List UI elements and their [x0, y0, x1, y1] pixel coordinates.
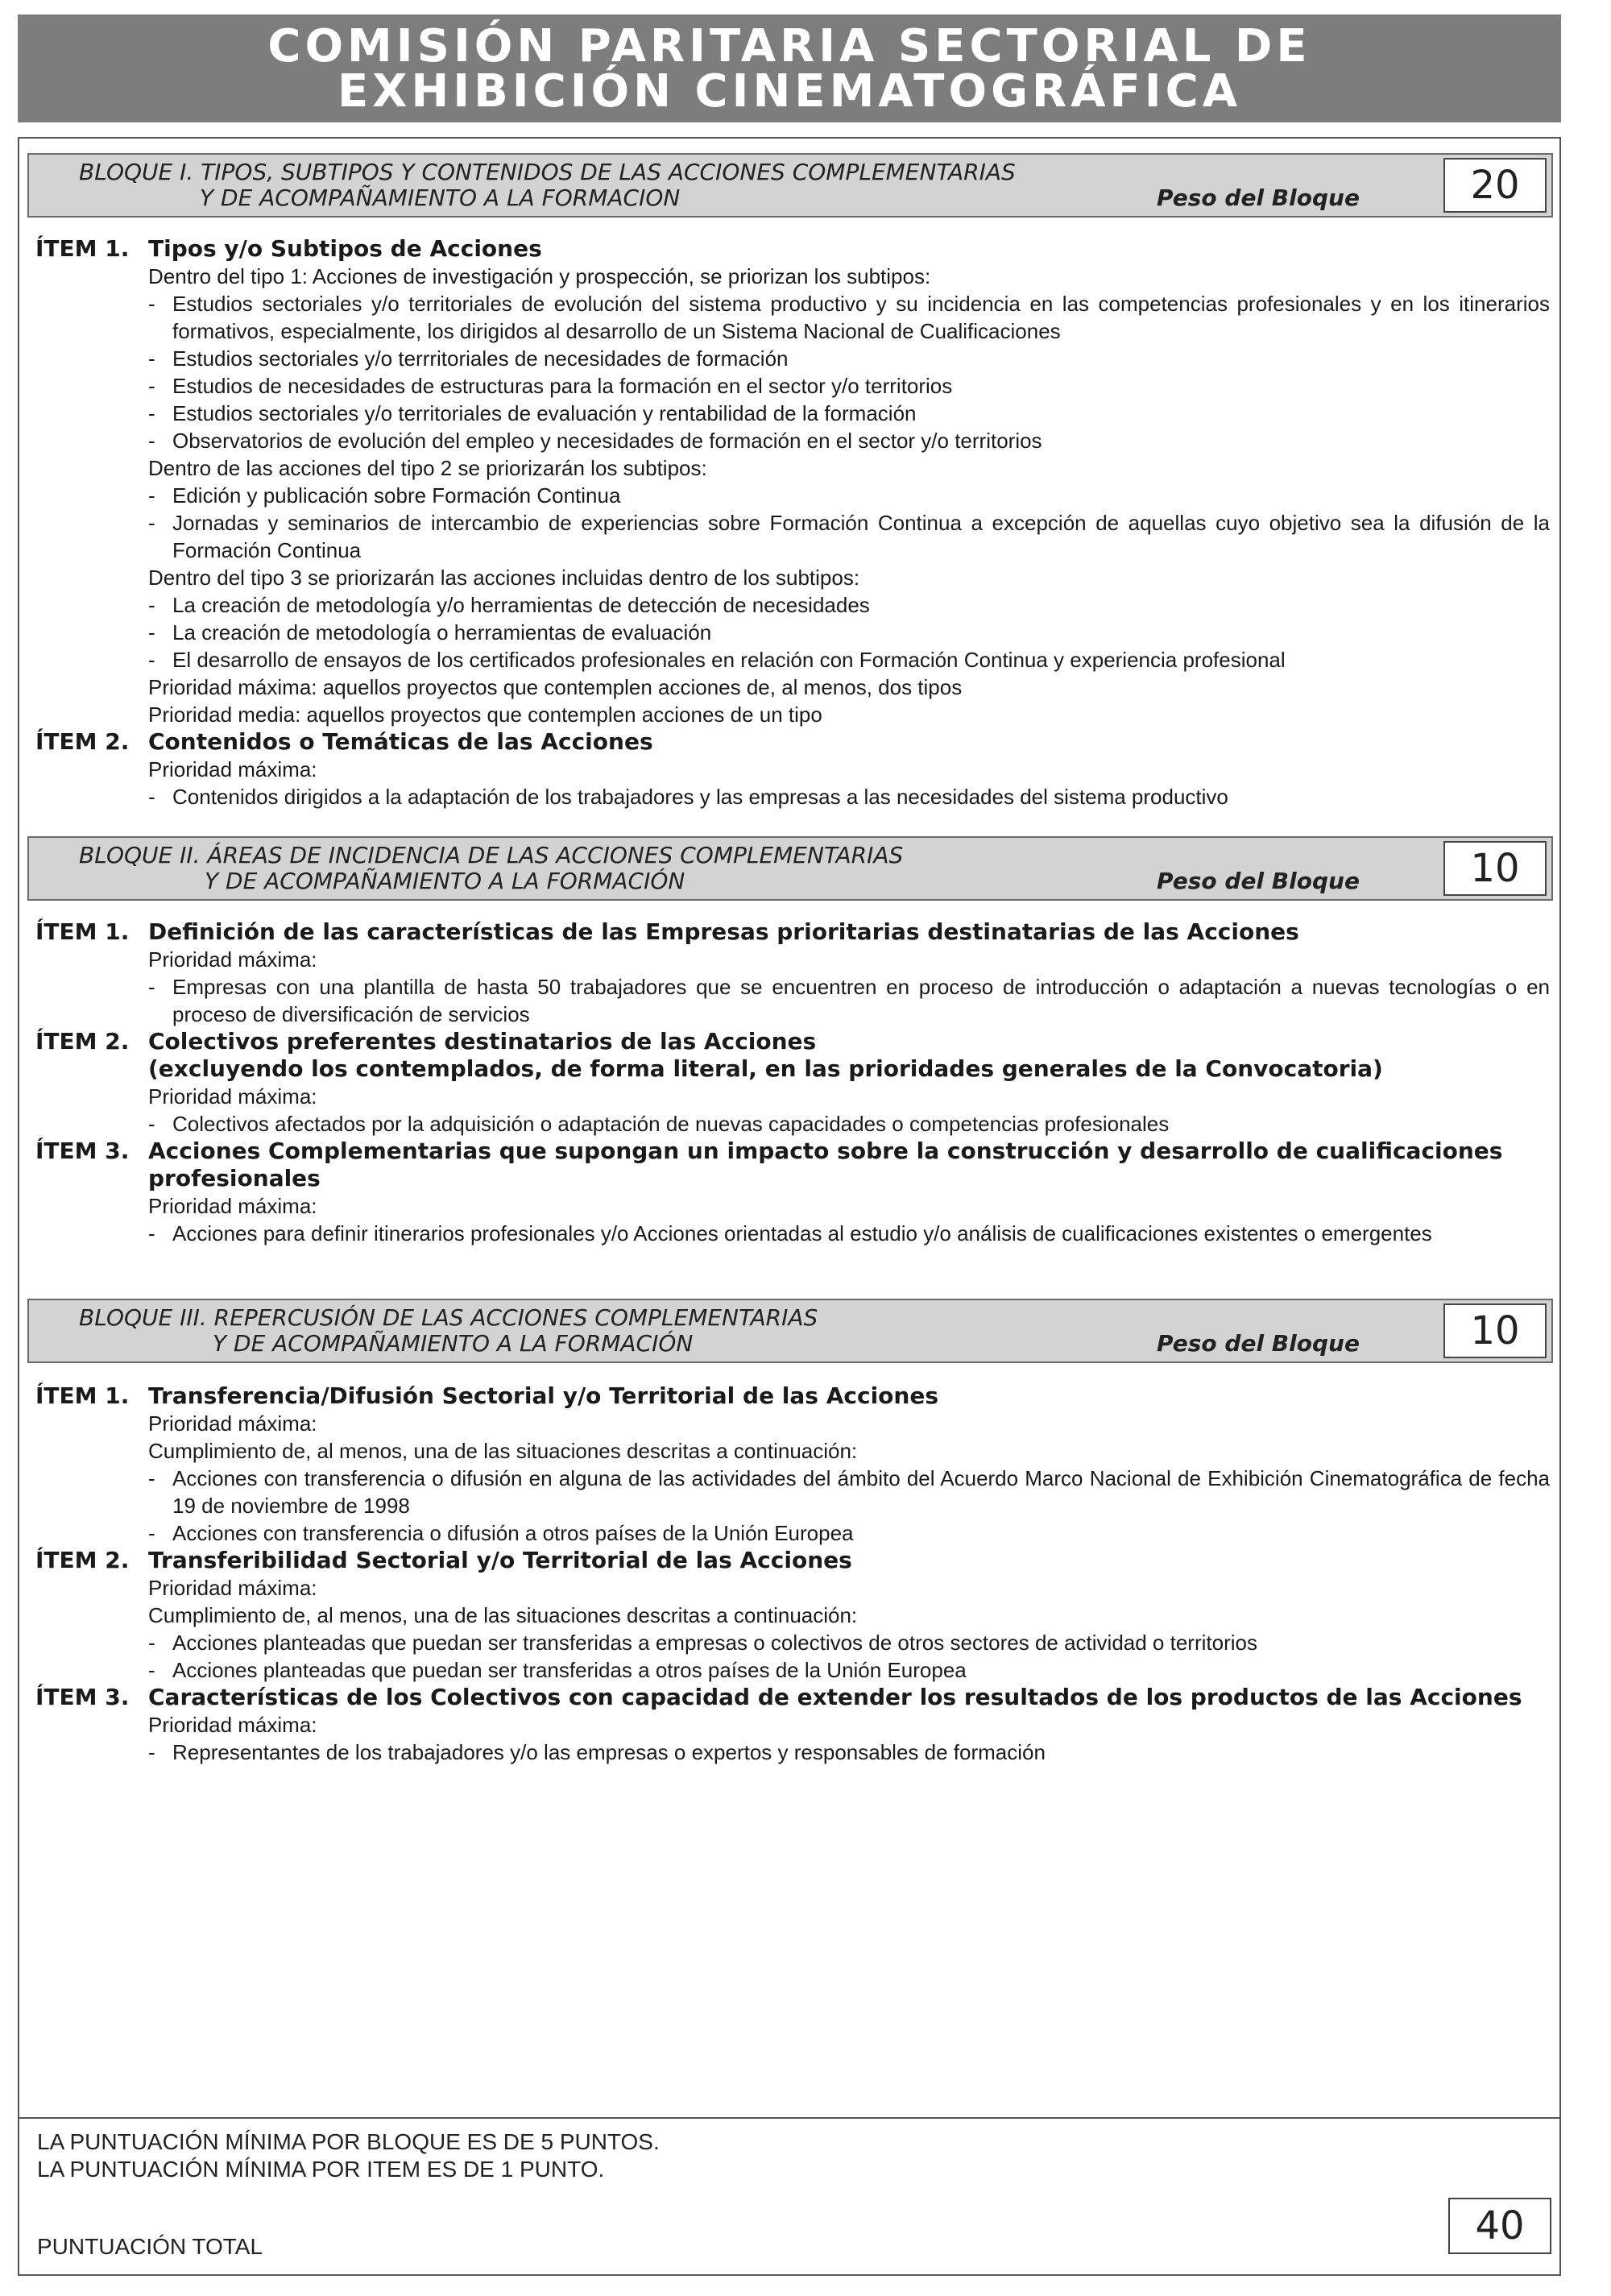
block-header-1	[27, 153, 1553, 218]
item-subtitle: (excluyendo los contemplados, de forma literal, en las prioridades generales de la Convocatoria)	[148, 1055, 1383, 1082]
scoring-frame	[18, 137, 1561, 2276]
item-body	[148, 1684, 1550, 1766]
item-title: Contenidos o Temáticas de las Acciones	[148, 728, 653, 755]
item-body	[148, 918, 1550, 1028]
item-row	[35, 1382, 1550, 1547]
banner-title-line2: EXHIBICIÓN CINEMATOGRÁFICA	[337, 65, 1242, 118]
block-title-line2: Y DE ACOMPAÑAMIENTO A LA FORMACIÓN	[205, 868, 685, 894]
item-bullet: - Jornadas y seminarios de intercambio de experiencias sobre Formación Continua a excepción de aquellas cuyo objetivo sea la difusión de la Formación Continua	[148, 511, 1550, 562]
block-header-2	[27, 836, 1553, 901]
banner-title-line1: COMISIÓN PARITARIA SECTORIAL DE	[267, 20, 1311, 73]
item-bullet: - Acciones para definir itinerarios profesionales y/o Acciones orientadas al estudio y/o análisis de cualificaciones existentes o emergentes	[148, 1221, 1432, 1245]
item-bullet: - Acciones con transferencia o difusión a otros países de la Unión Europea	[148, 1521, 854, 1545]
item-text: Cumplimiento de, al menos, una de las situaciones descritas a continuación:	[148, 1603, 858, 1627]
item-text: Prioridad máxima:	[148, 1576, 317, 1600]
document-banner	[18, 15, 1561, 122]
block-1-items	[35, 235, 1550, 810]
item-bullet: - Estudios sectoriales y/o territoriales de evaluación y rentabilidad de la formación	[148, 401, 917, 425]
block-header-3	[27, 1299, 1553, 1363]
item-bullet: - Edición y publicación sobre Formación Continua	[148, 483, 621, 508]
item-label: ÍTEM 1.	[35, 918, 130, 945]
block-3-items	[35, 1382, 1550, 1766]
item-label: ÍTEM 2.	[35, 1028, 130, 1055]
item-bullet: - Acciones con transferencia o difusión en alguna de las actividades del ámbito del Acuerdo Marco Nacional de Exhibición Cinematográfica de fecha 19 de noviembre de 1998	[148, 1466, 1550, 1518]
item-body	[148, 1382, 1550, 1547]
item-title: Colectivos preferentes destinatarios de las Acciones	[148, 1028, 817, 1055]
item-body	[148, 728, 1550, 810]
item-row	[35, 728, 1550, 810]
item-row	[35, 1684, 1550, 1766]
item-row	[35, 235, 1550, 728]
item-bullet: - Empresas con una plantilla de hasta 50 trabajadores que se encuentren en proceso de introducción o adaptación a nuevas tecnologías o en proceso de diversificación de servicios	[148, 975, 1550, 1026]
item-text: Dentro del tipo 1: Acciones de investigación y prospección, se priorizan los subtipos:	[148, 264, 931, 288]
min-block-note: LA PUNTUACIÓN MÍNIMA POR BLOQUE ES DE 5 PUNTOS.	[37, 2129, 660, 2154]
item-bullet: - Representantes de los trabajadores y/o las empresas o expertos y responsables de formación	[148, 1740, 1046, 1764]
item-text: Prioridad máxima:	[148, 1194, 317, 1218]
item-text: Prioridad máxima:	[148, 1411, 317, 1436]
footer-divider	[19, 2117, 1559, 2119]
item-bullet: - Estudios sectoriales y/o territoriales de evolución del sistema productivo y su incidencia en las competencias profesionales y en los itinerarios formativos, especialmente, los dirigidos al desarrollo de un Sistema Nacional de Cualificaciones	[148, 292, 1550, 343]
block-title-line1: BLOQUE II. ÁREAS DE INCIDENCIA DE LAS ACCIONES COMPLEMENTARIAS	[79, 842, 904, 868]
item-title: Transferibilidad Sectorial y/o Territorial de las Acciones	[148, 1547, 852, 1573]
block-weight-box: 10	[1443, 841, 1547, 896]
item-bullet: - Acciones planteadas que puedan ser transferidas a empresas o colectivos de otros sectores de actividad o territorios	[148, 1631, 1257, 1655]
item-bullet: - Colectivos afectados por la adquisición o adaptación de nuevas capacidades o competencias profesionales	[148, 1112, 1170, 1136]
item-label: ÍTEM 3.	[35, 1684, 130, 1710]
item-label: ÍTEM 1.	[35, 235, 130, 262]
block-weight-label: Peso del Bloque	[1157, 1330, 1360, 1357]
block-weight-label: Peso del Bloque	[1157, 184, 1360, 211]
item-text: Prioridad media: aquellos proyectos que contemplen acciones de un tipo	[148, 702, 822, 727]
item-row	[35, 1547, 1550, 1684]
item-bullet: - La creación de metodología o herramientas de evaluación	[148, 620, 712, 644]
item-text: Prioridad máxima:	[148, 1713, 317, 1737]
item-title: Acciones Complementarias que supongan un impacto sobre la construcción y desarrollo de cualificaciones profesionales	[148, 1138, 1503, 1192]
block-title-line1: BLOQUE III. REPERCUSIÓN DE LAS ACCIONES COMPLEMENTARIAS	[79, 1304, 818, 1331]
item-bullet: - Contenidos dirigidos a la adaptación de los trabajadores y las empresas a las necesidades del sistema productivo	[148, 785, 1228, 809]
item-text: Dentro del tipo 3 se priorizarán las acciones incluidas dentro de los subtipos:	[148, 566, 860, 590]
item-text: Cumplimiento de, al menos, una de las situaciones descritas a continuación:	[148, 1439, 858, 1463]
item-text: Prioridad máxima:	[148, 947, 317, 972]
block-weight-label: Peso del Bloque	[1157, 868, 1360, 894]
item-bullet: - Estudios de necesidades de estructuras para la formación en el sector y/o territorios	[148, 374, 953, 398]
item-label: ÍTEM 1.	[35, 1382, 130, 1409]
block-2-items	[35, 918, 1550, 1247]
item-title: Características de los Colectivos con capacidad de extender los resultados de los productos de las Acciones	[148, 1684, 1522, 1710]
item-row	[35, 918, 1550, 1028]
item-title: Transferencia/Difusión Sectorial y/o Territorial de las Acciones	[148, 1382, 938, 1409]
total-score-box: 40	[1448, 2198, 1551, 2254]
block-title-line2: Y DE ACOMPAÑAMIENTO A LA FORMACIÓN	[213, 1330, 694, 1357]
item-row	[35, 1138, 1550, 1247]
total-label: PUNTUACIÓN TOTAL	[37, 2234, 263, 2259]
item-text: Dentro de las acciones del tipo 2 se priorizarán los subtipos:	[148, 456, 707, 480]
item-body	[148, 235, 1550, 728]
min-item-note: LA PUNTUACIÓN MÍNIMA POR ITEM ES DE 1 PUNTO.	[37, 2157, 605, 2182]
item-label: ÍTEM 3.	[35, 1138, 130, 1164]
item-bullet: - Acciones planteadas que puedan ser transferidas a otros países de la Unión Europea	[148, 1658, 967, 1682]
item-body	[148, 1028, 1550, 1138]
item-bullet: - La creación de metodología y/o herramientas de detección de necesidades	[148, 593, 870, 617]
item-text: Prioridad máxima:	[148, 757, 317, 781]
block-weight-box: 20	[1443, 158, 1547, 213]
block-title-line1: BLOQUE I. TIPOS, SUBTIPOS Y CONTENIDOS DE LAS ACCIONES COMPLEMENTARIAS	[79, 159, 1016, 185]
item-body	[148, 1547, 1550, 1684]
item-bullet: - El desarrollo de ensayos de los certificados profesionales en relación con Formación Continua y experiencia profesional	[148, 648, 1286, 672]
item-title: Definición de las características de las Empresas prioritarias destinatarias de las Acciones	[148, 918, 1299, 945]
item-body	[148, 1138, 1550, 1247]
block-weight-box: 10	[1443, 1303, 1547, 1358]
item-label: ÍTEM 2.	[35, 1547, 130, 1573]
item-title: Tipos y/o Subtipos de Acciones	[148, 235, 542, 262]
item-row	[35, 1028, 1550, 1138]
item-bullet: - Observatorios de evolución del empleo y necesidades de formación en el sector y/o territorios	[148, 429, 1042, 453]
item-text: Prioridad máxima: aquellos proyectos que contemplen acciones de, al menos, dos tipos	[148, 675, 963, 699]
item-text: Prioridad máxima:	[148, 1084, 317, 1109]
block-title-line2: Y DE ACOMPAÑAMIENTO A LA FORMACION	[200, 184, 681, 211]
item-label: ÍTEM 2.	[35, 728, 130, 755]
item-bullet: - Estudios sectoriales y/o terrritoriales de necesidades de formación	[148, 346, 789, 371]
